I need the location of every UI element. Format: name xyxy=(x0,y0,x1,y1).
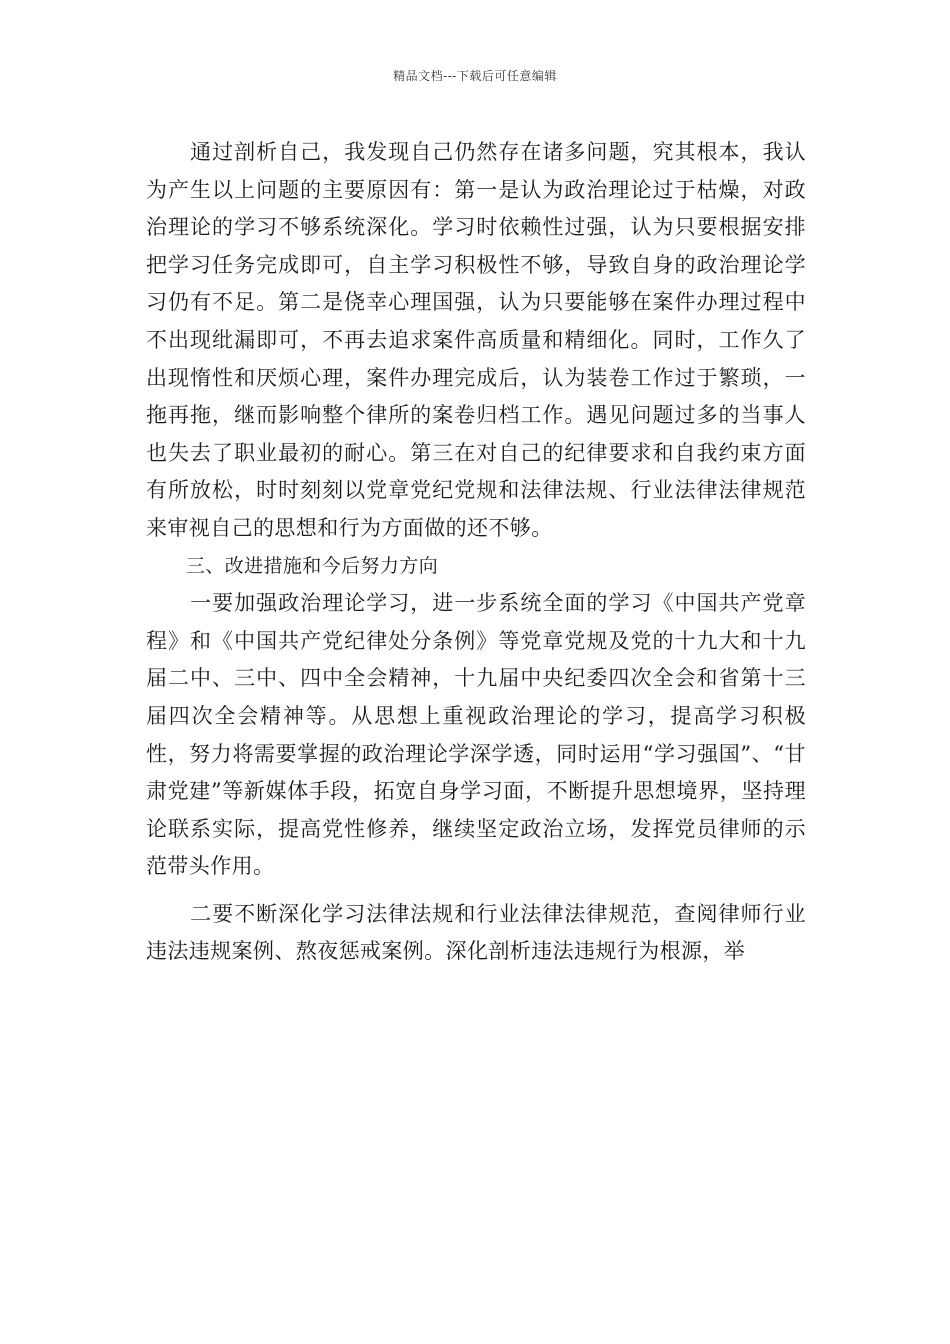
document-body xyxy=(146,134,806,971)
paragraph-measure-one: 一要加强政治理论学习，进一步系统全面的学习《中国共产党章程》和《中国共产党纪律处分条例》等党章党规及党的十九大和十九届二中、三中、四中全会精神，十九届中央纪委四次全会和省第十三届四次全会精神等。从思想上重视政治理论的学习，提高学习积极性，努力将需要掌握的政治理论学深学透，同时运用“学习强国”、“甘肃党建”等新媒体手段，拓宽自身学习面，不断提升思想境界，坚持理论联系实际，提高党性修养，继续坚定政治立场，发挥党员律师的示范带头作用。 xyxy=(146,591,806,879)
section-heading: 三、改进措施和今后努力方向 xyxy=(185,554,439,577)
page-header: 精品文档---下载后可任意编辑 xyxy=(393,69,557,83)
paragraph-analysis: 通过剖析自己，我发现自己仍然存在诸多问题，究其根本，我认为产生以上问题的主要原因有：第一是认为政治理论过于枯燥，对政治理论的学习不够系统深化。学习时依赖性过强，认为只要根据安排把学习任务完成即可，自主学习积极性不够，导致自身的政治理论学习仍有不足。第二是侥幸心理国强，认为只要能够在案件办理过程中不出现纰漏即可，不再去追求案件高质量和精细化。同时，工作久了出现惰性和厌烦心理，案件办理完成后，认为装卷工作过于繁琐，一拖再拖，继而影响整个律所的案卷归档工作。遇见问题过多的当事人也失去了职业最初的耐心。第三在对自己的纪律要求和自我约束方面有所放松，时时刻刻以党章党纪党规和法律法规、行业法律法律规范来审视自己的思想和行为方面做的还不够。 xyxy=(146,140,806,540)
paragraph-measure-two: 二要不断深化学习法律法规和行业法律法律规范，查阅律师行业违法违规案例、熬夜惩戒案例。深化剖析违法违规行为根源，举 xyxy=(146,901,806,964)
